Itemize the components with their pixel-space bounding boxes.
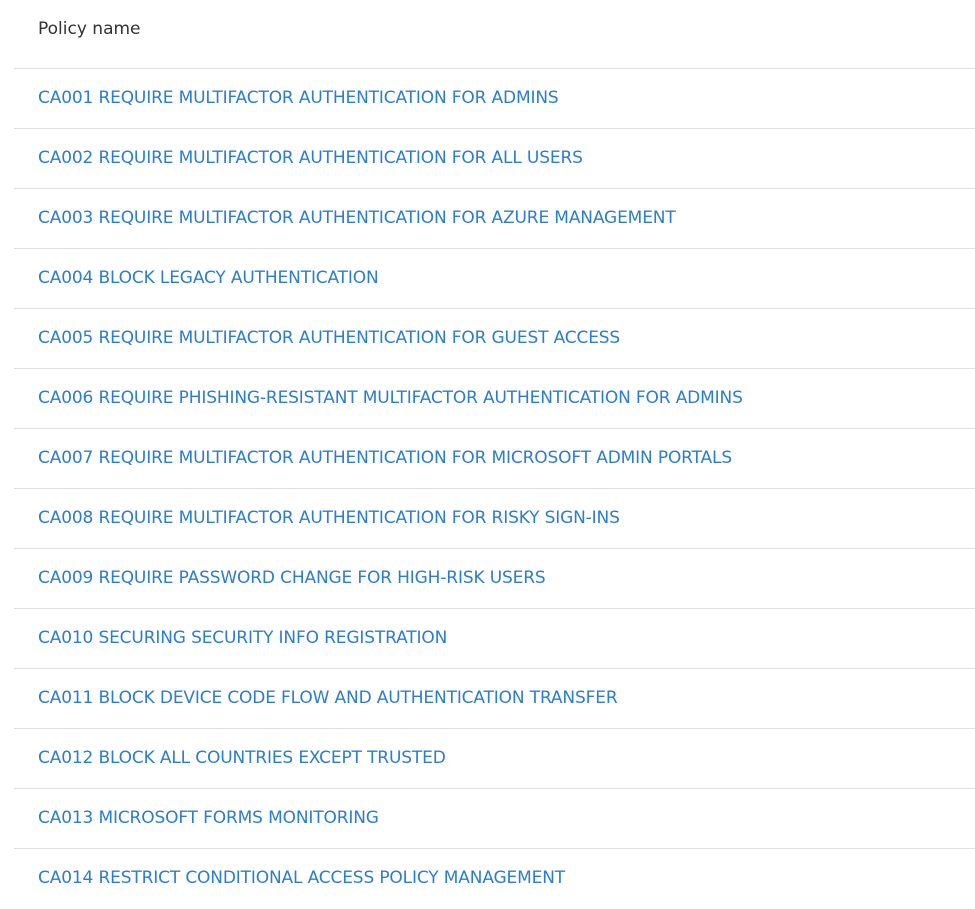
table-row [14, 429, 975, 489]
policy-link[interactable]: CA002 REQUIRE MULTIFACTOR AUTHENTICATION FOR ALL USERS [38, 148, 583, 168]
policy-link[interactable]: CA014 RESTRICT CONDITIONAL ACCESS POLICY MANAGEMENT [38, 868, 566, 888]
table-row [14, 369, 975, 429]
table-row [14, 249, 975, 309]
table-row [14, 609, 975, 669]
table-row [14, 729, 975, 789]
table-row [14, 789, 975, 849]
policy-link[interactable]: CA012 BLOCK ALL COUNTRIES EXCEPT TRUSTED [38, 748, 446, 768]
table-row [14, 189, 975, 249]
policy-link[interactable]: CA008 REQUIRE MULTIFACTOR AUTHENTICATION FOR RISKY SIGN-INS [38, 508, 620, 528]
policy-link[interactable]: CA005 REQUIRE MULTIFACTOR AUTHENTICATION FOR GUEST ACCESS [38, 328, 621, 348]
policy-link[interactable]: CA004 BLOCK LEGACY AUTHENTICATION [38, 268, 379, 288]
policy-link[interactable]: CA009 REQUIRE PASSWORD CHANGE FOR HIGH-RISK USERS [38, 568, 546, 588]
policy-link[interactable]: CA006 REQUIRE PHISHING-RESISTANT MULTIFACTOR AUTHENTICATION FOR ADMINS [38, 388, 743, 408]
policy-list [14, 69, 975, 909]
policy-link[interactable]: CA003 REQUIRE MULTIFACTOR AUTHENTICATION FOR AZURE MANAGEMENT [38, 208, 676, 228]
policy-link[interactable]: CA013 MICROSOFT FORMS MONITORING [38, 808, 379, 828]
table-row [14, 669, 975, 729]
policy-link[interactable]: CA010 SECURING SECURITY INFO REGISTRATION [38, 628, 448, 648]
table-row [14, 129, 975, 189]
policy-link[interactable]: CA001 REQUIRE MULTIFACTOR AUTHENTICATION FOR ADMINS [38, 88, 559, 108]
policy-link[interactable]: CA011 BLOCK DEVICE CODE FLOW AND AUTHENTICATION TRANSFER [38, 688, 618, 708]
table-row [14, 849, 975, 909]
table-row [14, 69, 975, 129]
table-row [14, 489, 975, 549]
policy-link[interactable]: CA007 REQUIRE MULTIFACTOR AUTHENTICATION FOR MICROSOFT ADMIN PORTALS [38, 448, 732, 468]
table-row [14, 549, 975, 609]
table-row [14, 309, 975, 369]
column-header-policy-name[interactable]: Policy name [14, 0, 975, 69]
